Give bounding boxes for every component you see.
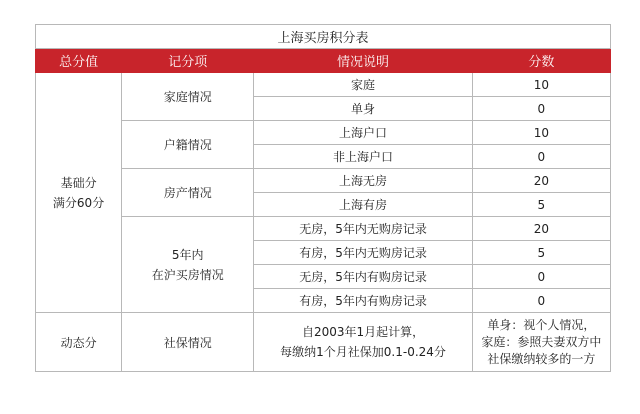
item-family: 家庭情况 (122, 73, 254, 121)
note-line: 社保缴纳较多的一方 (487, 351, 596, 366)
table-title: 上海买房积分表 (36, 25, 611, 49)
score-note (472, 313, 610, 372)
score-cell: 20 (472, 169, 610, 193)
desc-cell: 上海无房 (254, 169, 472, 193)
desc-line: 自2003年1月起计算， (301, 325, 425, 339)
note-line: 家庭：参照夫妻双方中 (481, 334, 602, 349)
desc-cell: 上海户口 (254, 121, 472, 145)
note-line: 单身：视个人情况， (487, 317, 596, 332)
table-row (36, 121, 611, 145)
desc-cell: 无房，5年内无购房记录 (254, 217, 472, 241)
item-property: 房产情况 (122, 169, 254, 217)
base-score-max: 满分60分 (52, 195, 105, 210)
item-purchase (122, 217, 254, 313)
table-row (36, 217, 611, 241)
score-cell: 0 (472, 265, 610, 289)
header-desc: 情况说明 (254, 49, 472, 73)
table-row (36, 313, 611, 372)
desc-social-security (254, 313, 472, 372)
header-row (36, 49, 611, 73)
score-cell: 0 (472, 97, 610, 121)
points-table (35, 24, 611, 372)
desc-cell: 有房，5年内无购房记录 (254, 241, 472, 265)
desc-cell: 上海有房 (254, 193, 472, 217)
desc-cell: 家庭 (254, 73, 472, 97)
score-cell: 10 (472, 73, 610, 97)
base-score-label: 基础分 (60, 175, 97, 190)
desc-cell: 单身 (254, 97, 472, 121)
desc-line: 每缴纳1个月社保加0.1-0.24分 (280, 345, 446, 359)
base-score-cell (36, 73, 122, 313)
desc-cell: 无房，5年内有购房记录 (254, 265, 472, 289)
score-cell: 20 (472, 217, 610, 241)
item-social-security: 社保情况 (122, 313, 254, 372)
header-item: 记分项 (122, 49, 254, 73)
score-cell: 0 (472, 145, 610, 169)
item-hukou: 户籍情况 (122, 121, 254, 169)
table-row (36, 73, 611, 97)
header-total: 总分值 (36, 49, 122, 73)
dynamic-score-label: 动态分 (36, 313, 122, 372)
score-cell: 5 (472, 193, 610, 217)
score-cell: 0 (472, 289, 610, 313)
desc-cell: 有房，5年内有购房记录 (254, 289, 472, 313)
item-purchase-line1: 5年内 (171, 247, 204, 262)
header-score: 分数 (472, 49, 610, 73)
score-cell: 5 (472, 241, 610, 265)
item-purchase-line2: 在沪买房情况 (151, 267, 224, 282)
table-row (36, 169, 611, 193)
score-cell: 10 (472, 121, 610, 145)
desc-cell: 非上海户口 (254, 145, 472, 169)
